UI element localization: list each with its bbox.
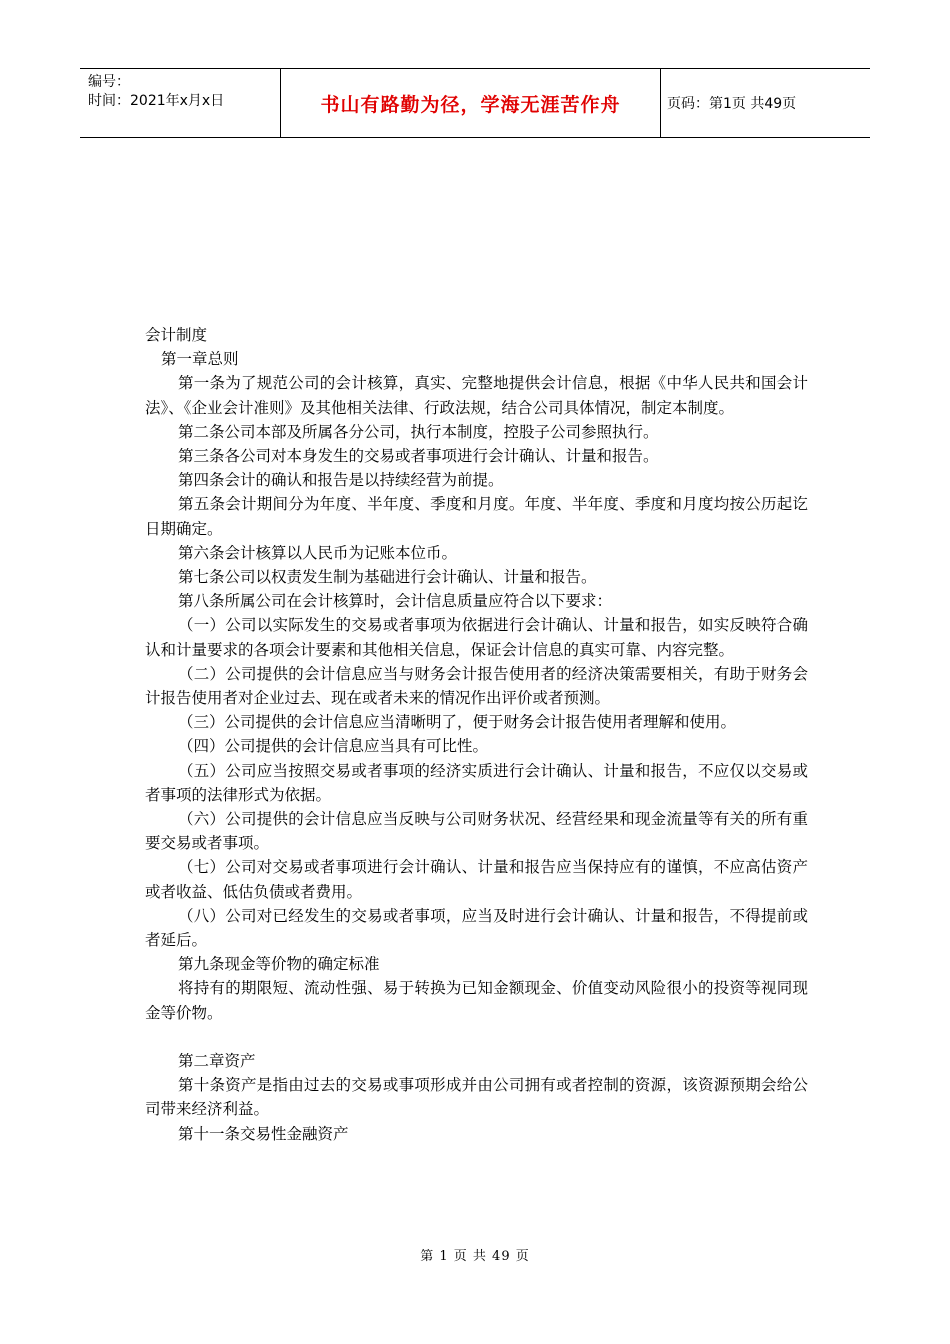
paragraph: （一）公司以实际发生的交易或者事项为依据进行会计确认、计量和报告，如实反映符合确认和计量要求的各项会计要素和其他相关信息，保证会计信息的真实可靠、内容完整。	[145, 616, 808, 659]
paragraph: 第十一条交易性金融资产	[178, 1124, 349, 1143]
paragraph: （五）公司应当按照交易或者事项的经济实质进行会计确认、计量和报告，不应仅以交易或者事项的法律形式为依据。	[145, 761, 808, 804]
section-spacer	[145, 1025, 808, 1049]
paragraph: （七）公司对交易或者事项进行会计确认、计量和报告应当保持应有的谨慎，不应高估资产或者收益、低估负债或者费用。	[145, 858, 808, 901]
paragraph: 第五条会计期间分为年度、半年度、季度和月度。年度、半年度、季度和月度均按公历起讫日期确定。	[145, 495, 808, 538]
paragraph: （八）公司对已经发生的交易或者事项，应当及时进行会计确认、计量和报告，不得提前或者延后。	[145, 906, 808, 950]
paragraph: 第三条各公司对本身发生的交易或者事项进行会计确认、计量和报告。	[178, 447, 659, 466]
paragraph: 第六条会计核算以人民币为记账本位币。	[178, 543, 458, 562]
paragraph: 第七条公司以权责发生制为基础进行会计确认、计量和报告。	[178, 568, 597, 587]
chapter-heading: 第一章总则	[161, 350, 239, 369]
header-motto: 书山有路勤为径，学海无涯苦作舟	[281, 69, 661, 137]
paragraph: 将持有的期限短、流动性强、易于转换为已知金额现金、价值变动风险很小的投资等视同现金等价物。	[145, 979, 808, 1022]
paragraph: （三）公司提供的会计信息应当清晰明了，便于财务会计报告使用者理解和使用。	[178, 713, 737, 732]
header-meta-cell	[80, 69, 281, 137]
number-label: 编号：	[88, 74, 130, 90]
time-label: 时间：2021年x月x日	[88, 93, 225, 109]
page-footer: 第 1 页 共 49 页	[420, 1249, 530, 1264]
paragraph: 第十条资产是指由过去的交易或事项形成并由公司拥有或者控制的资源，该资源预期会给公司带来经济利益。	[145, 1076, 808, 1119]
document-body	[145, 323, 808, 1146]
paragraph: 第九条现金等价物的确定标准	[178, 955, 380, 974]
header-page-info: 页码：第1页 共49页	[667, 96, 797, 112]
paragraph: （四）公司提供的会计信息应当具有可比性。	[178, 737, 489, 756]
paragraph: 第八条所属公司在会计核算时，会计信息质量应符合以下要求：	[178, 592, 613, 611]
paragraph: 第一条为了规范公司的会计核算，真实、完整地提供会计信息，根据《中华人民共和国会计法》、《企业会计准则》及其他相关法律、行政法规，结合公司具体情况，制定本制度。	[145, 374, 808, 417]
paragraph: 第四条会计的确认和报告是以持续经营为前提。	[178, 471, 504, 490]
chapter-heading: 第二章资产	[178, 1051, 256, 1070]
paragraph: 第二条公司本部及所属各分公司，执行本制度，控股子公司参照执行。	[178, 422, 659, 441]
document-header	[80, 68, 870, 138]
document-title: 会计制度	[145, 326, 208, 344]
paragraph: （六）公司提供的会计信息应当反映与公司财务状况、经营经果和现金流量等有关的所有重要交易或者事项。	[145, 810, 808, 853]
paragraph: （二）公司提供的会计信息应当与财务会计报告使用者的经济决策需要相关，有助于财务会计报告使用者对企业过去、现在或者未来的情况作出评价或者预测。	[145, 664, 808, 708]
